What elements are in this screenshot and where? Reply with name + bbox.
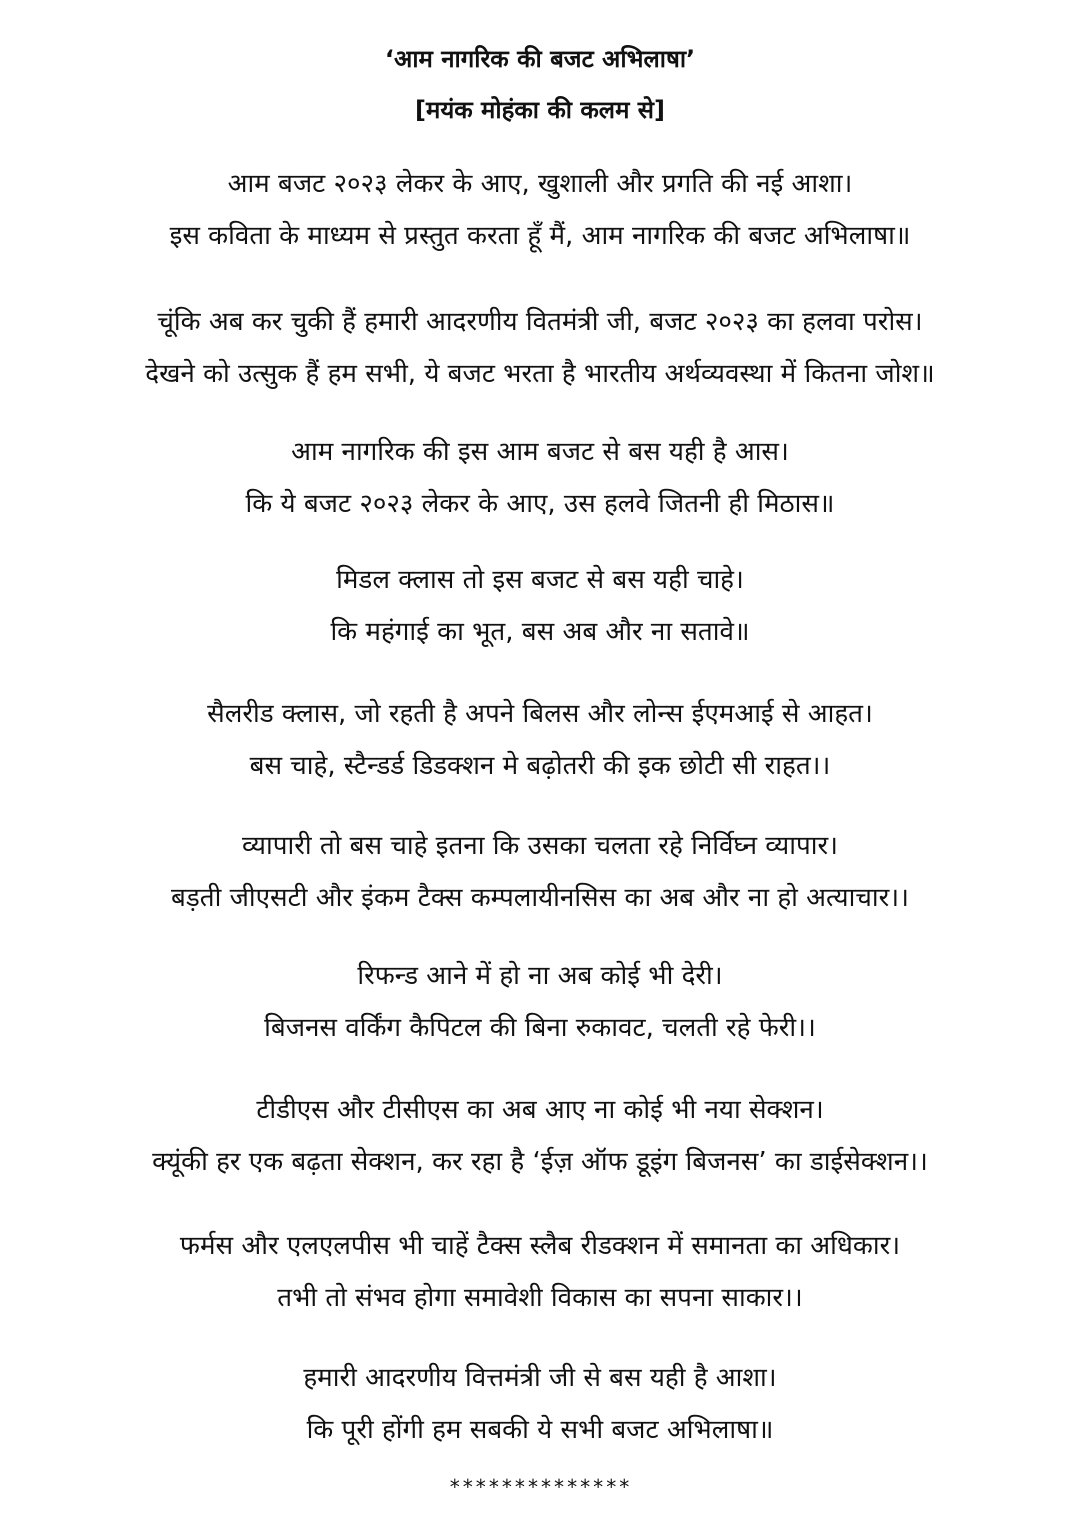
stanza-line: बड़ती जीएसटी और इंकम टैक्स कम्पलायीनसिस का अब और ना हो अत्याचार।। xyxy=(171,883,909,913)
stanza-line: इस कविता के माध्यम से प्रस्तुत करता हूँ मैं, आम नागरिक की बजट अभिलाषा॥ xyxy=(169,221,911,251)
stanza-1 xyxy=(0,158,1080,262)
stanza-8 xyxy=(0,1084,1080,1188)
stanza-line: सैलरीड क्लास, जो रहती है अपने बिलस और लोन्स ईएमआई से आहत। xyxy=(207,699,873,729)
stanza-line: मिडल क्लास तो इस बजट से बस यही चाहे। xyxy=(336,565,744,595)
stanza-4 xyxy=(0,554,1080,658)
stanza-line: तभी तो संभव होगा समावेशी विकास का सपना साकार।। xyxy=(277,1283,803,1313)
stanza-9 xyxy=(0,1220,1080,1324)
stanza-line: क्यूंकी हर एक बढ़ता सेक्शन, कर रहा है ‘ईज़ ऑफ डूइंग बिजनस’ का डाईसेक्शन।। xyxy=(152,1147,928,1177)
stanza-line: कि महंगाई का भूत, बस अब और ना सतावे॥ xyxy=(330,617,750,647)
stanza-line: कि पूरी होंगी हम सबकी ये सभी बजट अभिलाषा॥ xyxy=(306,1415,774,1445)
stanza-line: रिफन्ड आने में हो ना अब कोई भी देरी। xyxy=(357,961,723,991)
stanza-5 xyxy=(0,688,1080,792)
stanza-line: व्यापारी तो बस चाहे इतना कि उसका चलता रहे निर्विघ्न व्यापार। xyxy=(242,831,838,861)
stanza-10 xyxy=(0,1352,1080,1456)
stanza-line: आम बजट २०२३ लेकर के आए, खुशाली और प्रगति की नई आशा। xyxy=(227,169,853,199)
stanza-line: टीडीएस और टीसीएस का अब आए ना कोई भी नया सेक्शन। xyxy=(256,1095,824,1125)
stanza-line: आम नागरिक की इस आम बजट से बस यही है आस। xyxy=(291,437,789,467)
stanza-line: बस चाहे, स्टैन्डर्ड डिडक्शन मे बढ़ोतरी की इक छोटी सी राहत।। xyxy=(249,751,831,781)
stanza-line: देखने को उत्सुक हैं हम सभी, ये बजट भरता है भारतीय अर्थव्यवस्था में कितना जोश॥ xyxy=(145,359,935,389)
stanza-6 xyxy=(0,820,1080,924)
stanza-line: बिजनस वर्किंग कैपिटल की बिना रुकावट, चलती रहे फेरी।। xyxy=(264,1013,816,1043)
stanza-2 xyxy=(0,296,1080,400)
poem-title: ‘आम नागरिक की बजट अभिलाषा’ xyxy=(384,45,696,73)
stanza-line: चूंकि अब कर चुकी हैं हमारी आदरणीय वितमंत्री जी, बजट २०२३ का हलवा परोस। xyxy=(157,307,923,337)
poem-author-line: [मयंक मोहंका की कलम से] xyxy=(415,96,665,124)
stanza-7 xyxy=(0,950,1080,1054)
stanza-line: फर्मस और एलएलपीस भी चाहें टैक्स स्लैब रीडक्शन में समानता का अधिकार। xyxy=(179,1231,901,1261)
end-mark: ************** xyxy=(448,1475,632,1499)
stanza-line: कि ये बजट २०२३ लेकर के आए, उस हलवे जितनी ही मिठास॥ xyxy=(245,489,835,519)
stanza-line: हमारी आदरणीय वित्तमंत्री जी से बस यही है आशा। xyxy=(303,1363,777,1393)
stanza-3 xyxy=(0,426,1080,530)
